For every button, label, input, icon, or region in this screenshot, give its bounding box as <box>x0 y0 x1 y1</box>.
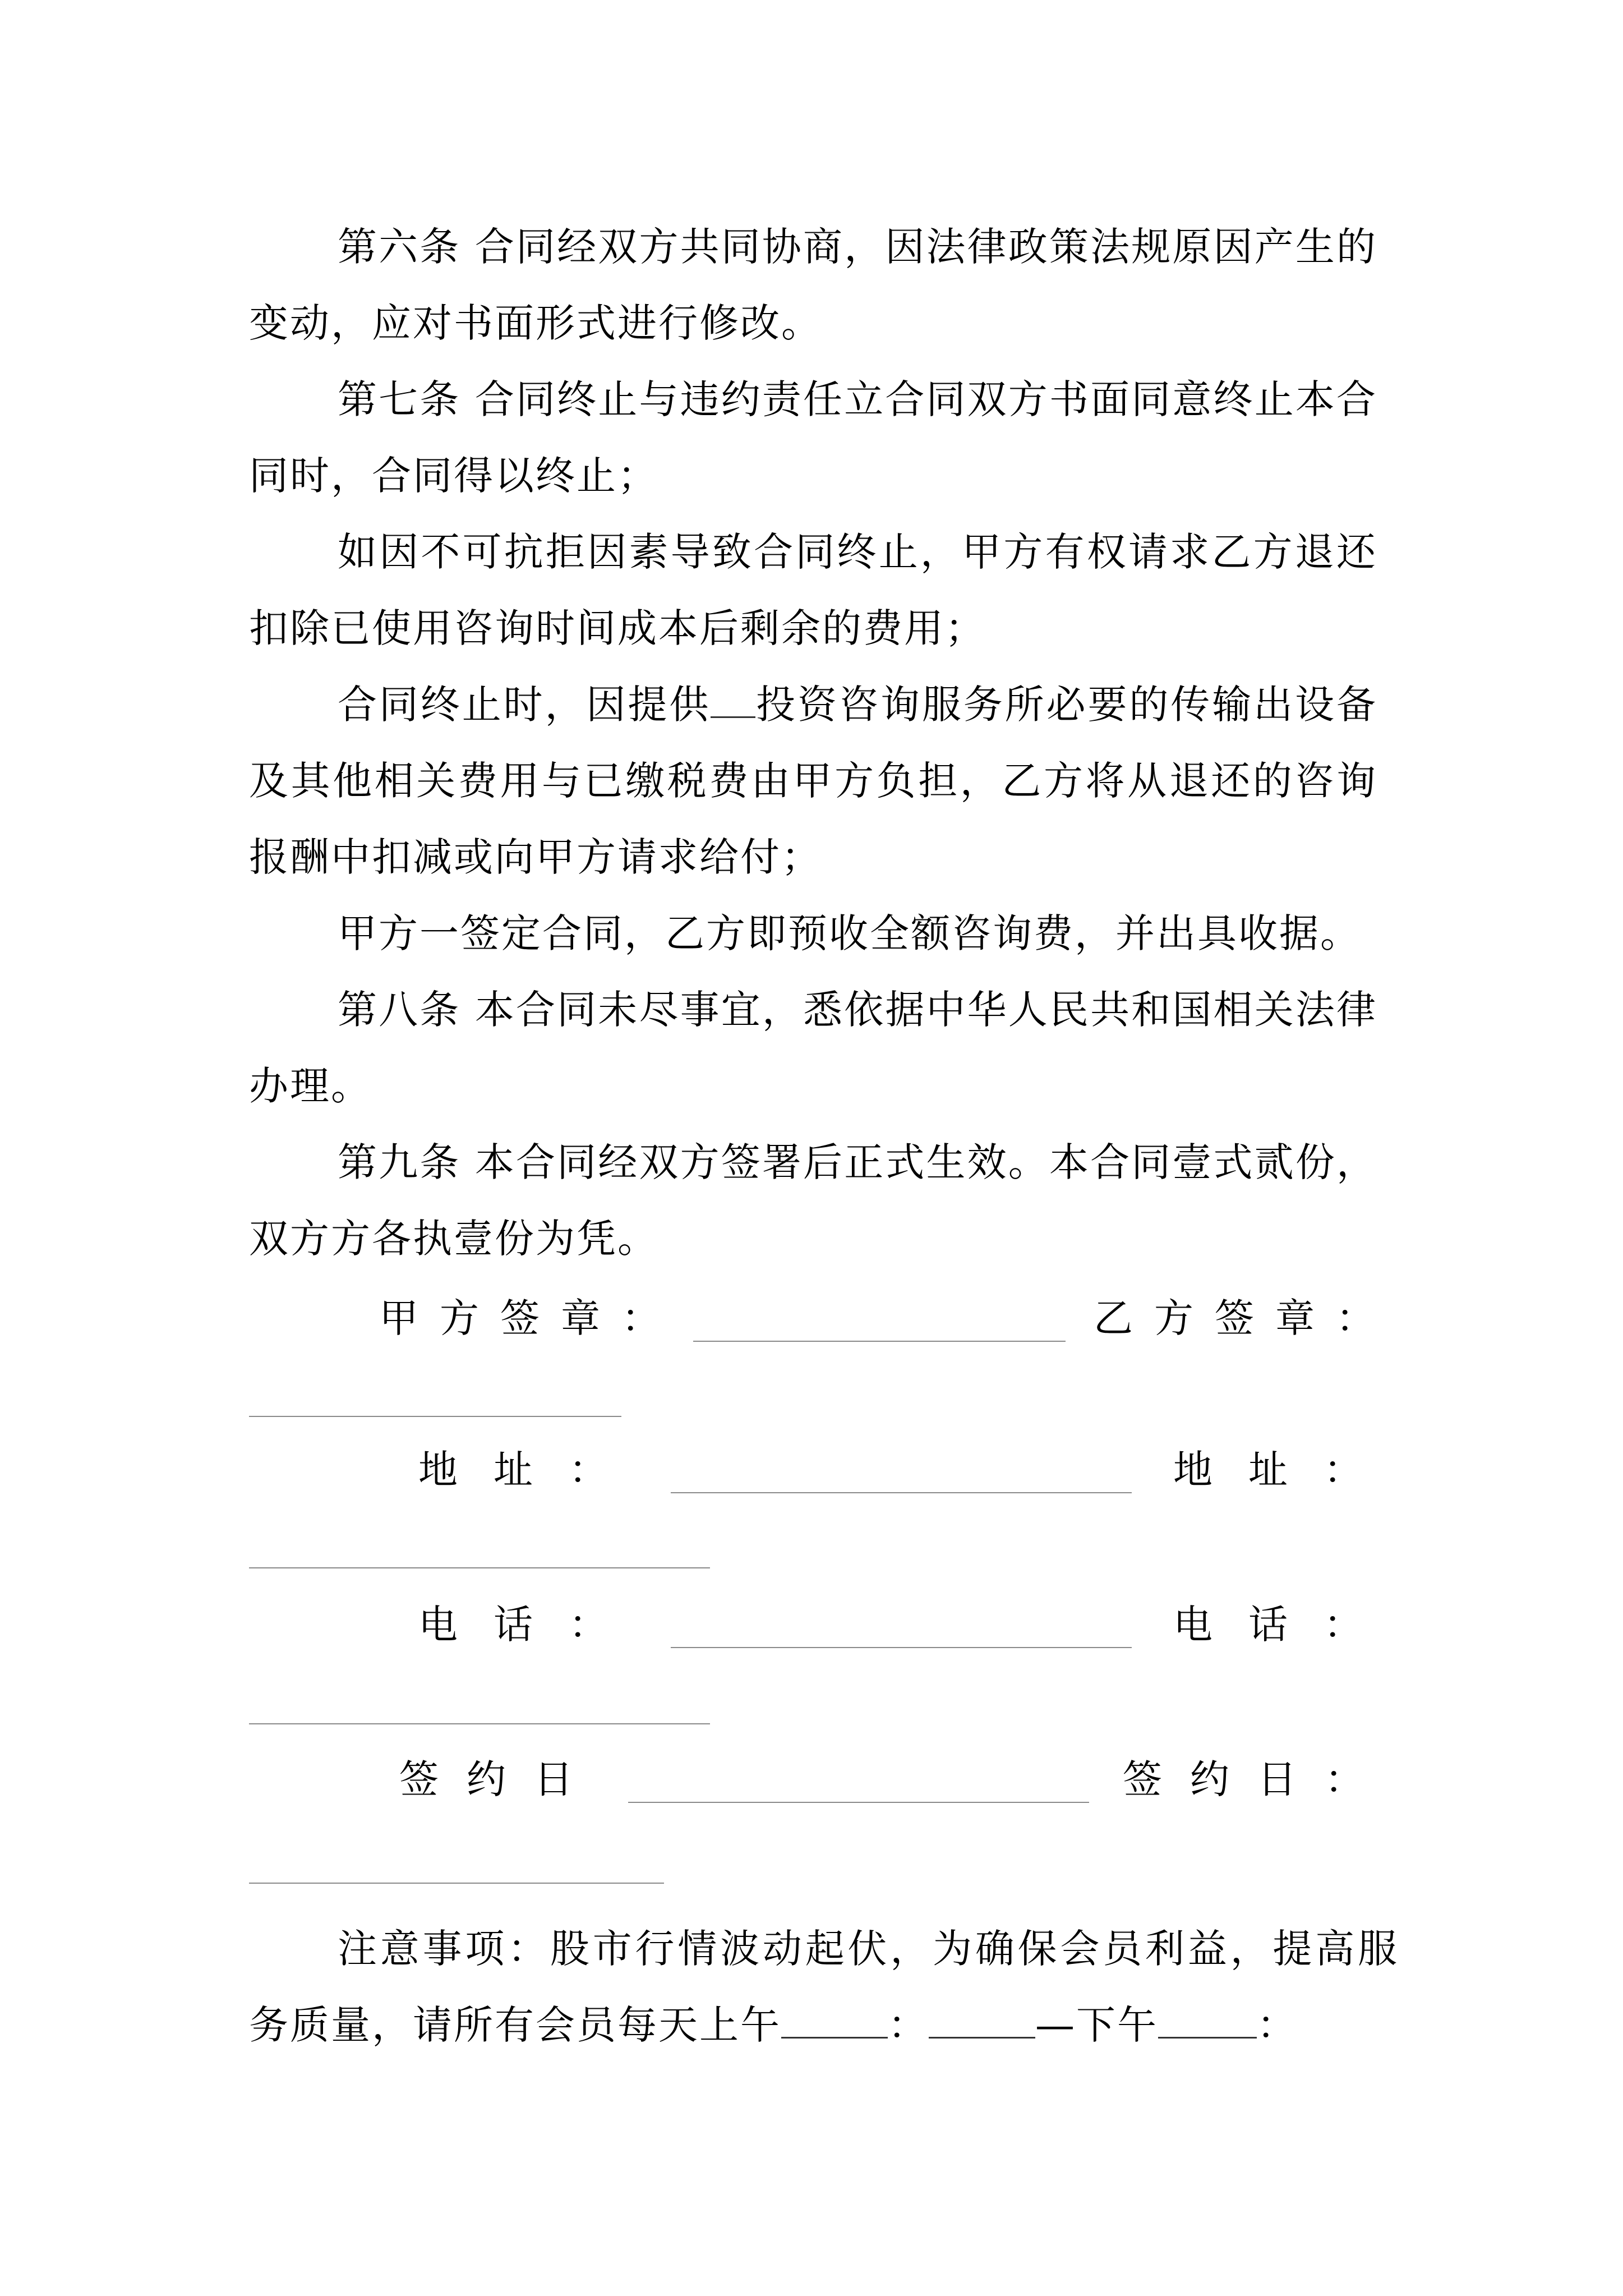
clause-article-6: 第六条 合同经双方共同协商，因法律政策法规原因产生的变动，应对书面形式进行修改。 <box>249 224 1377 346</box>
termination-costs-text-after: 投资咨询服务所必要的传输出设备及其他相关费用与已缴税费由甲方负担，乙方将从退还的咨询报酬中扣减或向甲方请求给付； <box>249 682 1377 880</box>
party-b-phone-line[interactable] <box>249 1723 710 1724</box>
party-b-address-line[interactable] <box>249 1567 710 1568</box>
clause-article-8: 第八条 本合同未尽事宜，悉依据中华人民共和国相关法律办理。 <box>249 987 1377 1109</box>
clause-force-majeure: 如因不可抗拒因素导致合同终止，甲方有权请求乙方退还扣除已使用咨询时间成本后剩余的费用； <box>249 529 1377 651</box>
party-a-phone-line[interactable] <box>671 1647 1132 1648</box>
party-b-signature-line[interactable] <box>249 1416 621 1417</box>
party-b-address-label: 地址： <box>1173 1447 1399 1493</box>
party-b-date-label: 签约日： <box>1123 1756 1392 1802</box>
notice-afternoon-label: —下午 <box>1035 2002 1158 2048</box>
service-blank[interactable] <box>711 683 755 718</box>
party-a-date-label: 签约日 <box>399 1756 601 1802</box>
party-a-address-line[interactable] <box>671 1492 1132 1493</box>
morning-hour-blank[interactable] <box>781 2003 888 2039</box>
notice-paragraph <box>249 1911 1399 2063</box>
party-a-phone-label: 电话： <box>418 1602 644 1648</box>
morning-minute-blank[interactable] <box>929 2003 1035 2039</box>
notice-colon-2: ： <box>1257 2002 1298 2048</box>
party-a-date-line[interactable] <box>628 1802 1089 1803</box>
party-b-signature-label: 乙方签章： <box>1094 1295 1396 1341</box>
notice-text: 注意事项：股市行情波动起伏，为确保会员利益，提高服务质量，请所有会员每天上午 <box>249 1926 1399 2048</box>
afternoon-hour-blank[interactable] <box>1158 2003 1257 2039</box>
clause-prepayment: 甲方一签定合同，乙方即预收全额咨询费，并出具收据。 <box>338 910 1361 956</box>
clause-article-7: 第七条 合同终止与违约责任立合同双方书面同意终止本合同时，合同得以终止； <box>249 376 1377 499</box>
party-b-date-line[interactable] <box>249 1883 664 1884</box>
party-a-signature-line[interactable] <box>693 1341 1066 1342</box>
party-a-address-label: 地址： <box>418 1447 644 1493</box>
notice-colon-1: ： <box>888 2002 929 2048</box>
party-b-phone-label: 电话： <box>1173 1602 1399 1648</box>
party-a-signature-label: 甲方签章： <box>379 1295 682 1341</box>
termination-costs-text-before: 合同终止时，因提供 <box>338 682 711 728</box>
clause-article-9: 第九条 本合同经双方签署后正式生效。本合同壹式贰份，双方方各执壹份为凭。 <box>249 1139 1377 1262</box>
clause-termination-costs <box>249 666 1377 895</box>
